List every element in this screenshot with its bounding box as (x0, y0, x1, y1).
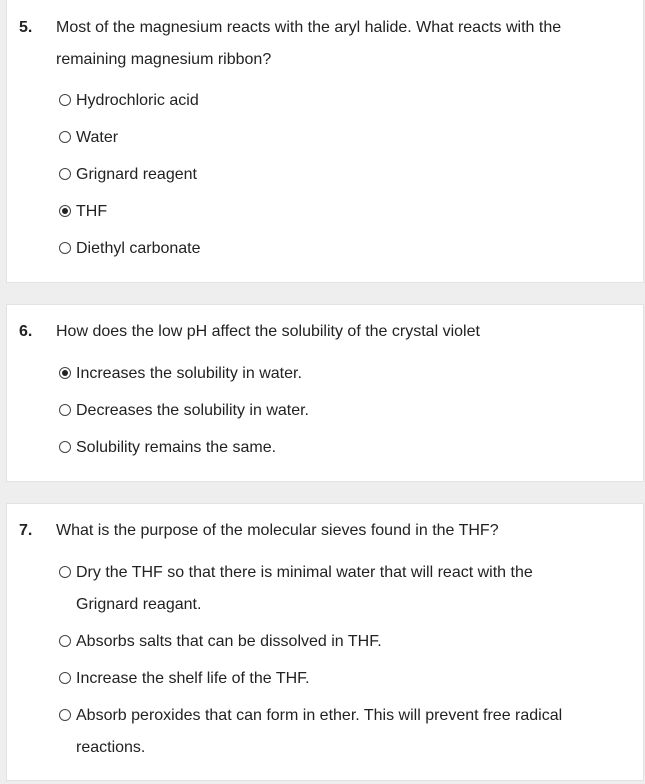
option-label: THF (76, 203, 108, 220)
question-card-6 (6, 304, 644, 482)
radio-button-icon[interactable] (59, 709, 71, 721)
radio-button-icon[interactable] (59, 672, 71, 684)
radio-button-icon[interactable] (59, 635, 71, 647)
option-label: Absorb peroxides that can form in ether. This will prevent free radical reactions. (76, 707, 563, 756)
radio-button-icon[interactable] (59, 404, 71, 416)
option-solubility-same[interactable] (59, 432, 629, 464)
option-label: Grignard reagent (76, 166, 197, 183)
radio-button-icon[interactable] (59, 441, 71, 453)
option-absorb-peroxides[interactable] (59, 700, 624, 764)
option-water[interactable] (59, 122, 629, 154)
question-text: How does the low pH affect the solubility of the crystal violet (56, 323, 480, 340)
option-increases-solubility[interactable] (59, 358, 629, 390)
option-absorbs-salts[interactable] (59, 626, 629, 658)
option-label: Diethyl carbonate (76, 240, 201, 257)
option-label: Increases the solubility in water. (76, 365, 302, 382)
radio-button-checked-icon[interactable] (59, 367, 71, 379)
radio-button-icon[interactable] (59, 566, 71, 578)
radio-button-icon[interactable] (59, 168, 71, 180)
option-hydrochloric-acid[interactable] (59, 85, 629, 117)
option-label: Hydrochloric acid (76, 92, 199, 109)
option-diethyl-carbonate[interactable] (59, 233, 629, 265)
question-card-7 (6, 503, 644, 781)
option-thf[interactable] (59, 196, 629, 228)
radio-button-icon[interactable] (59, 242, 71, 254)
option-increase-shelf-life[interactable] (59, 663, 629, 695)
question-text: Most of the magnesium reacts with the aryl halide. What reacts with the remaining magnesium ribbon? (56, 19, 562, 68)
option-label: Decreases the solubility in water. (76, 402, 309, 419)
radio-button-checked-icon[interactable] (59, 205, 71, 217)
question-number: 7. (19, 522, 33, 539)
radio-button-icon[interactable] (59, 131, 71, 143)
option-decreases-solubility[interactable] (59, 395, 629, 427)
option-grignard-reagent[interactable] (59, 159, 629, 191)
option-label: Absorbs salts that can be dissolved in THF. (76, 633, 382, 650)
option-label: Water (76, 129, 119, 146)
radio-button-icon[interactable] (59, 94, 71, 106)
question-text: What is the purpose of the molecular sieves found in the THF? (56, 522, 499, 539)
question-card-5 (6, 0, 644, 283)
question-number: 6. (19, 323, 33, 340)
option-label: Solubility remains the same. (76, 439, 277, 456)
option-label: Dry the THF so that there is minimal water that will react with the Grignard reagant. (76, 564, 533, 613)
option-label: Increase the shelf life of the THF. (76, 670, 310, 687)
question-number: 5. (19, 19, 33, 36)
option-dry-the-thf[interactable] (59, 557, 599, 621)
